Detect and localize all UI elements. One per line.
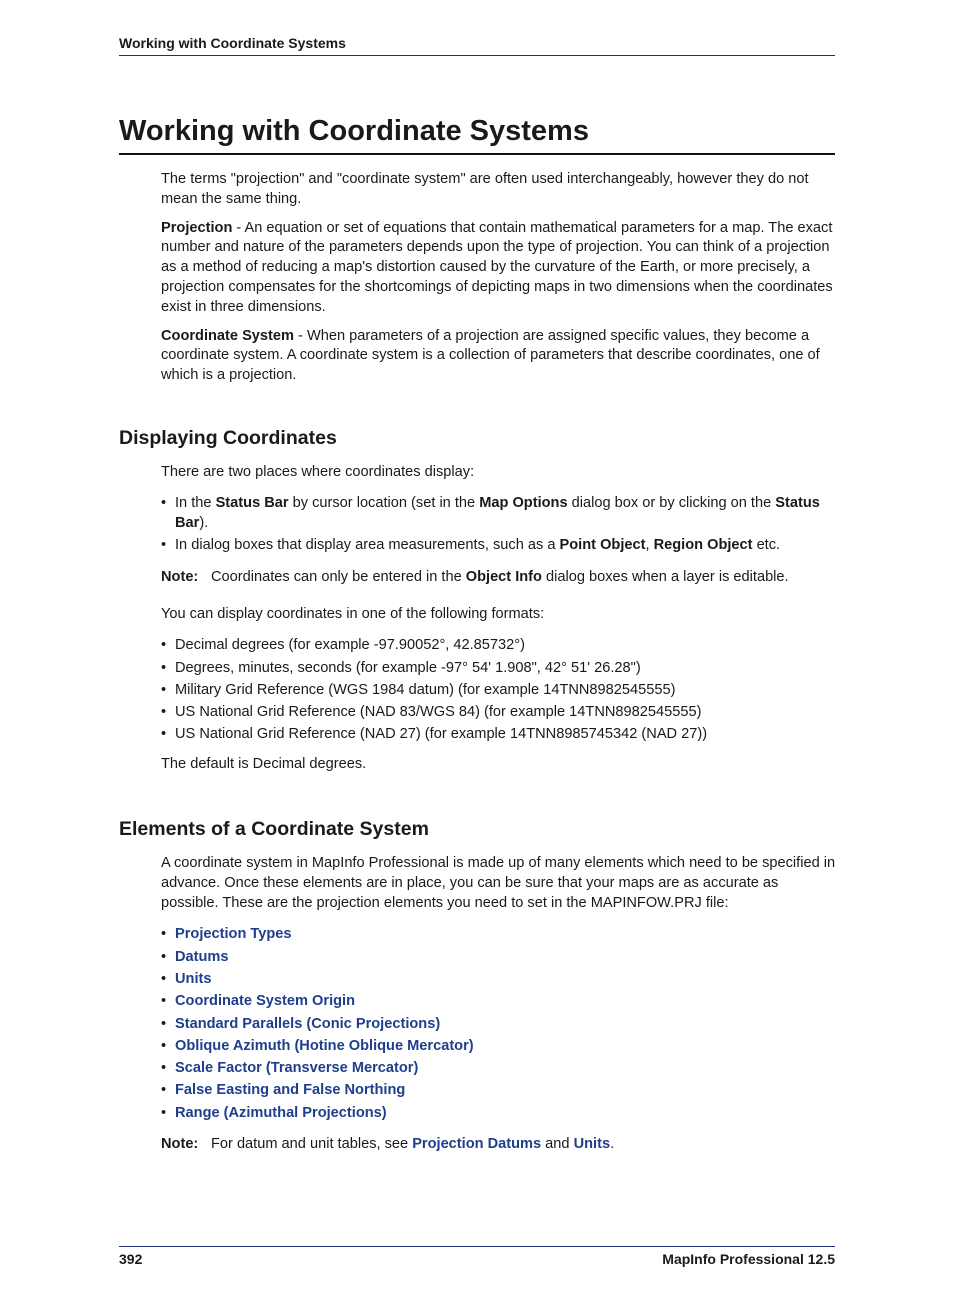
list-item <box>161 1059 836 1079</box>
note-label: Note: <box>161 1135 199 1152</box>
bullet-icon: • <box>161 926 167 943</box>
link-false-easting-northing[interactable]: False Easting and False Northing <box>175 1082 406 1099</box>
displaying-block <box>161 463 836 775</box>
list-item <box>161 1037 836 1057</box>
bullet-icon: • <box>161 704 167 721</box>
coordinate-system-definition <box>161 327 836 386</box>
list-item <box>161 992 836 1012</box>
note-datum-unit-tables: Note: For datum and unit tables, see Projection Datums and Units. <box>161 1135 836 1155</box>
coordinate-system-term: Coordinate System <box>161 327 294 344</box>
list-item <box>161 948 836 968</box>
note-label: Note: <box>161 568 199 585</box>
default-format-text: The default is Decimal degrees. <box>161 756 367 773</box>
link-coordinate-system-origin[interactable]: Coordinate System Origin <box>175 993 356 1010</box>
bullet-icon: • <box>161 536 167 553</box>
list-item <box>161 970 836 990</box>
page-number: 392 <box>119 1251 143 1267</box>
bullet-icon: • <box>161 948 167 965</box>
note-object-info: Note: Coordinates can only be entered in the Object Info dialog boxes when a layer is editable. <box>161 568 836 588</box>
running-header: Working with Coordinate Systems <box>119 34 835 56</box>
projection-definition <box>161 219 836 318</box>
link-units-table[interactable]: Units <box>573 1135 611 1152</box>
link-range-azimuthal[interactable]: Range (Azimuthal Projections) <box>175 1104 387 1121</box>
link-oblique-azimuth[interactable]: Oblique Azimuth (Hotine Oblique Mercator) <box>175 1037 474 1054</box>
list-item <box>161 1081 836 1101</box>
section-heading-elements: Elements of a Coordinate System <box>119 818 429 840</box>
bullet-icon: • <box>161 494 167 511</box>
bullet-icon: • <box>161 970 167 987</box>
bullet-icon: • <box>161 1037 167 1054</box>
projection-term: Projection <box>161 219 233 236</box>
list-item: • US National Grid Reference (NAD 83/WGS 84) (for example 14TNN8982545555) <box>161 703 836 723</box>
projection-definition-text: - An equation or set of equations that contain mathematical parameters for a map. The exact number and nature of the parameters depends upon the type of projection. You can think of a projection as a method of reducing a map's distortion caused by the curvature of the Earth, or more precisely, a projection compensates for the shortcomings of depicting maps in two dimensions when the coordinates exist in three dimensions. <box>161 219 833 315</box>
link-scale-factor[interactable]: Scale Factor (Transverse Mercator) <box>175 1060 419 1077</box>
formats-lead: You can display coordinates in one of the following formats: <box>161 606 545 623</box>
bullet-icon: • <box>161 993 167 1010</box>
page-title: Working with Coordinate Systems <box>119 112 835 155</box>
formats-list <box>161 636 836 745</box>
link-datums[interactable]: Datums <box>175 948 229 965</box>
list-item: • US National Grid Reference (NAD 27) (for example 14TNN8985745342 (NAD 27)) <box>161 725 836 745</box>
bullet-icon: • <box>161 1015 167 1032</box>
link-projection-datums[interactable]: Projection Datums <box>412 1135 542 1152</box>
display-locations-list <box>161 494 836 556</box>
displaying-lead: There are two places where coordinates display: <box>161 464 475 480</box>
link-units[interactable]: Units <box>175 970 212 987</box>
running-footer <box>119 1246 835 1268</box>
list-item <box>161 1015 836 1035</box>
elements-block <box>161 854 836 1154</box>
list-item: • Military Grid Reference (WGS 1984 datum) (for example 14TNN8982545555) <box>161 681 836 701</box>
coordinate-system-definition-text: - When parameters of a projection are assigned specific values, they become a coordinate system. A coordinate system is a collection of parameters that describe coordinates, one of which is a projection. <box>161 327 820 384</box>
bullet-icon: • <box>161 637 167 654</box>
list-item: • Decimal degrees (for example -97.90052°, 42.85732°) <box>161 636 836 656</box>
bullet-icon: • <box>161 1104 167 1121</box>
elements-lead: A coordinate system in MapInfo Professional is made up of many elements which need to be specified in advance. Once these elements are in place, you can be sure that your maps are as accurate as possible. These are the projection elements you need to set in the MAPINFOW.PRJ file: <box>161 855 836 911</box>
intro-block <box>161 170 836 386</box>
elements-link-list <box>161 925 836 1123</box>
intro-paragraph: The terms "projection" and "coordinate system" are often used interchangeably, however they do not mean the same thing. <box>161 171 809 207</box>
list-item <box>161 1104 836 1124</box>
bullet-icon: • <box>161 659 167 676</box>
link-standard-parallels[interactable]: Standard Parallels (Conic Projections) <box>175 1015 441 1032</box>
section-heading-displaying-coordinates: Displaying Coordinates <box>119 427 337 449</box>
product-name: MapInfo Professional 12.5 <box>662 1251 835 1267</box>
list-item: • In dialog boxes that display area measurements, such as a Point Object, Region Object etc. <box>161 536 836 556</box>
list-item: • In the Status Bar by cursor location (set in the Map Options dialog box or by clicking on the Status Bar). <box>161 494 820 531</box>
bullet-icon: • <box>161 1060 167 1077</box>
link-projection-types[interactable]: Projection Types <box>175 926 292 943</box>
list-item: • Degrees, minutes, seconds (for example -97° 54' 1.908", 42° 51' 26.28") <box>161 659 836 679</box>
bullet-icon: • <box>161 681 167 698</box>
bullet-icon: • <box>161 726 167 743</box>
bullet-icon: • <box>161 1082 167 1099</box>
list-item <box>161 925 836 945</box>
